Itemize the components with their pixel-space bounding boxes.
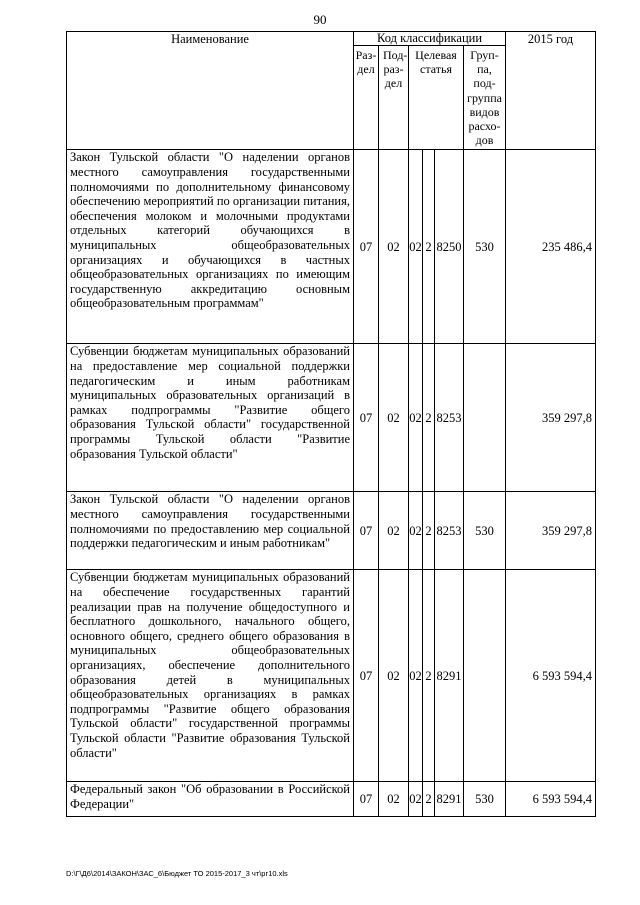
row-code: 8291 <box>435 570 464 782</box>
row-name: Субвенции бюджетам муниципальных образований на предоставление мер социальной поддержки педагогическим и иным работникам муниципальных образовательных организаций в рамках подпрограммы "Развитие общего образования Тульской области" государственной программы Тульской области "Развитие образования Тульской области" <box>67 344 354 492</box>
file-path-footer: D:\Г\Д6\2014\ЗАКОН\ЗАС_6\Бюджет ТО 2015-2017_3 чт\рг10.xls <box>66 869 288 878</box>
row-subprogram: 2 <box>423 344 435 492</box>
row-expense <box>464 570 506 782</box>
header-target-article: Целевая статья <box>409 46 464 150</box>
row-expense <box>464 344 506 492</box>
row-subsection: 02 <box>379 782 409 817</box>
row-expense: 530 <box>464 150 506 344</box>
row-amount: 359 297,8 <box>506 492 596 570</box>
row-amount: 6 593 594,4 <box>506 570 596 782</box>
table-row <box>67 150 596 344</box>
header-name: Наименование <box>67 32 354 150</box>
row-section: 07 <box>354 570 379 782</box>
row-code: 8253 <box>435 492 464 570</box>
row-subprogram: 2 <box>423 492 435 570</box>
row-amount: 235 486,4 <box>506 150 596 344</box>
header-section: Раз-дел <box>354 46 379 150</box>
header-expense-group: Груп-па, под-группа видов расхо-дов <box>464 46 506 150</box>
row-amount: 6 593 594,4 <box>506 782 596 817</box>
row-program: 02 <box>409 570 423 782</box>
row-section: 07 <box>354 344 379 492</box>
row-section: 07 <box>354 150 379 344</box>
row-subsection: 02 <box>379 150 409 344</box>
row-code: 8253 <box>435 344 464 492</box>
header-year: 2015 год <box>506 32 596 150</box>
row-code: 8291 <box>435 782 464 817</box>
row-name: Закон Тульской области "О наделении органов местного самоуправления государственными полномочиями по предоставлению мер социальной поддержки педагогическим и иным работникам" <box>67 492 354 570</box>
page-number: 90 <box>313 12 327 27</box>
header-subsection: Под-раз-дел <box>379 46 409 150</box>
header-classification: Код классификации <box>354 32 506 46</box>
row-program: 02 <box>409 344 423 492</box>
row-program: 02 <box>409 782 423 817</box>
table-row <box>67 492 596 570</box>
table-row <box>67 344 596 492</box>
row-subprogram: 2 <box>423 570 435 782</box>
row-name: Закон Тульской области "О наделении органов местного самоуправления государственными полномочиями по дополнительному финансовому обеспечению мероприятий по организации питания, обеспечения молоком и молочными продуктами отдельных категорий обучающихся в муниципальных общеобразовательных организациях и обучающихся в частных общеобразовательных организациях по имеющим государственную аккредитацию основным общеобразовательным программам" <box>67 150 354 344</box>
row-expense: 530 <box>464 492 506 570</box>
row-subprogram: 2 <box>423 782 435 817</box>
row-section: 07 <box>354 492 379 570</box>
header-row <box>67 32 596 46</box>
row-name: Федеральный закон "Об образовании в Российской Федерации" <box>67 782 354 817</box>
table-row <box>67 782 596 817</box>
row-name: Субвенции бюджетам муниципальных образований на обеспечение государственных гарантий реализации прав на получение общедоступного и бесплатного дошкольного, начального общего, основного общего, среднего общего образования в муниципальных общеобразовательных организациях, обеспечение дополнительного образования детей в муниципальных общеобразовательных организациях в рамках подпрограммы "Развитие общего образования Тульской области" государственной программы Тульской области "Развитие образования Тульской области" <box>67 570 354 782</box>
row-section: 07 <box>354 782 379 817</box>
row-program: 02 <box>409 150 423 344</box>
row-subsection: 02 <box>379 570 409 782</box>
row-program: 02 <box>409 492 423 570</box>
row-amount: 359 297,8 <box>506 344 596 492</box>
row-subprogram: 2 <box>423 150 435 344</box>
budget-table <box>66 31 596 817</box>
row-subsection: 02 <box>379 344 409 492</box>
row-subsection: 02 <box>379 492 409 570</box>
row-code: 8250 <box>435 150 464 344</box>
row-expense: 530 <box>464 782 506 817</box>
table-row <box>67 570 596 782</box>
